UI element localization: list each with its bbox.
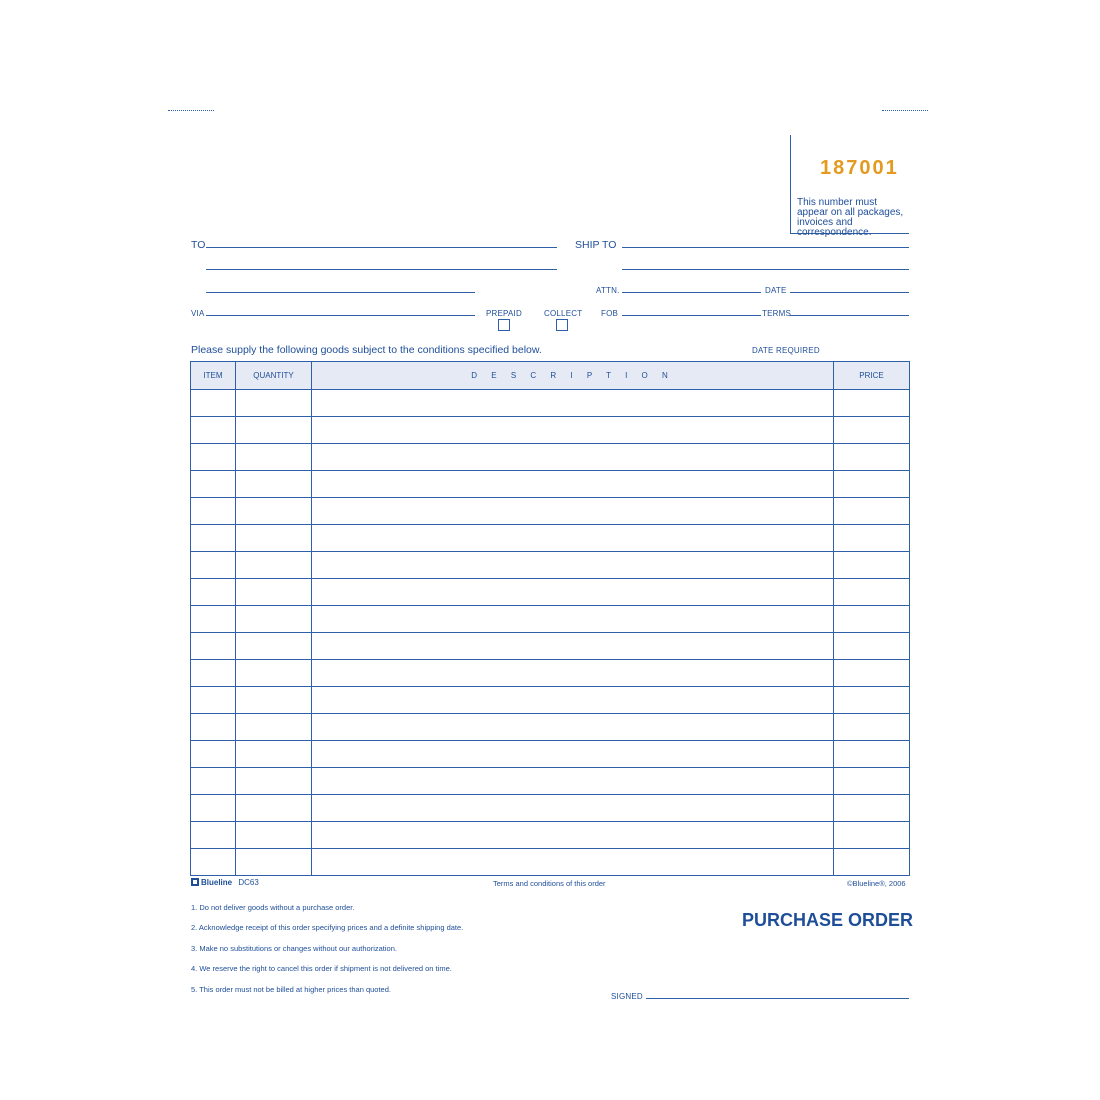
description-cell[interactable]: [312, 822, 834, 849]
table-row: [191, 552, 910, 579]
price-cell[interactable]: [834, 417, 910, 444]
price-cell[interactable]: [834, 741, 910, 768]
brand-name: Blueline: [201, 878, 233, 887]
description-cell[interactable]: [312, 741, 834, 768]
table-row: [191, 525, 910, 552]
to-label: TO: [191, 239, 206, 251]
po-number: 187001: [820, 157, 899, 179]
table-row: [191, 660, 910, 687]
fob-label: FOB: [601, 309, 619, 318]
table-row: [191, 687, 910, 714]
quantity-cell[interactable]: [236, 606, 312, 633]
description-cell[interactable]: [312, 498, 834, 525]
terms-label: TERMS: [762, 309, 791, 318]
quantity-cell[interactable]: [236, 687, 312, 714]
item-cell[interactable]: [191, 417, 236, 444]
to-line-1[interactable]: [206, 247, 557, 248]
description-cell[interactable]: [312, 606, 834, 633]
price-cell[interactable]: [834, 633, 910, 660]
quantity-cell[interactable]: [236, 741, 312, 768]
copyright: ©Blueline®, 2006: [847, 879, 906, 888]
terms-line[interactable]: [790, 315, 909, 316]
description-cell[interactable]: [312, 660, 834, 687]
form-code: DC63: [238, 878, 259, 887]
price-cell[interactable]: [834, 471, 910, 498]
item-cell[interactable]: [191, 444, 236, 471]
price-cell[interactable]: [834, 714, 910, 741]
table-row: [191, 579, 910, 606]
condition-2: 2. Acknowledge receipt of this order specifying prices and a definite shipping date.: [191, 923, 464, 932]
table-row: [191, 417, 910, 444]
table-row: [191, 768, 910, 795]
terms-heading: Terms and conditions of this order: [493, 879, 606, 888]
price-cell[interactable]: [834, 525, 910, 552]
price-cell[interactable]: [834, 849, 910, 876]
quantity-cell[interactable]: [236, 552, 312, 579]
table-row: [191, 714, 910, 741]
price-cell[interactable]: [834, 795, 910, 822]
item-cell[interactable]: [191, 687, 236, 714]
perforation-mark-left: [168, 110, 214, 111]
price-cell[interactable]: [834, 606, 910, 633]
quantity-cell[interactable]: [236, 660, 312, 687]
to-line-2[interactable]: [206, 269, 557, 270]
item-cell[interactable]: [191, 579, 236, 606]
column-header-quantity: QUANTITY: [236, 362, 312, 390]
description-cell[interactable]: [312, 849, 834, 876]
date-label: DATE: [765, 286, 787, 295]
item-cell[interactable]: [191, 768, 236, 795]
item-cell[interactable]: [191, 741, 236, 768]
quantity-cell[interactable]: [236, 390, 312, 417]
date-line[interactable]: [790, 292, 909, 293]
signature-line[interactable]: [646, 998, 909, 999]
item-cell[interactable]: [191, 822, 236, 849]
item-cell[interactable]: [191, 714, 236, 741]
price-cell[interactable]: [834, 579, 910, 606]
table-row: [191, 822, 910, 849]
price-cell[interactable]: [834, 498, 910, 525]
description-cell[interactable]: [312, 795, 834, 822]
item-cell[interactable]: [191, 633, 236, 660]
attn-label: ATTN.: [596, 286, 620, 295]
description-cell[interactable]: [312, 687, 834, 714]
description-cell[interactable]: [312, 714, 834, 741]
blueline-logo-icon: [191, 878, 199, 886]
condition-5: 5. This order must not be billed at higher prices than quoted.: [191, 985, 391, 994]
quantity-cell[interactable]: [236, 822, 312, 849]
price-cell[interactable]: [834, 687, 910, 714]
fob-line[interactable]: [622, 315, 761, 316]
table-row: [191, 633, 910, 660]
condition-3: 3. Make no substitutions or changes without our authorization.: [191, 944, 397, 953]
description-cell[interactable]: [312, 579, 834, 606]
quantity-cell[interactable]: [236, 714, 312, 741]
price-cell[interactable]: [834, 390, 910, 417]
collect-label: COLLECT: [544, 309, 583, 318]
condition-4: 4. We reserve the right to cancel this order if shipment is not delivered on time.: [191, 964, 452, 973]
description-cell[interactable]: [312, 390, 834, 417]
description-cell[interactable]: [312, 525, 834, 552]
collect-checkbox[interactable]: [556, 319, 568, 331]
quantity-cell[interactable]: [236, 444, 312, 471]
table-row: [191, 606, 910, 633]
table-row: [191, 471, 910, 498]
table-row: [191, 741, 910, 768]
table-row: [191, 444, 910, 471]
price-cell[interactable]: [834, 552, 910, 579]
form-title: PURCHASE ORDER: [742, 910, 914, 930]
po-number-note: This number must appear on all packages, invoices and correspondence.: [797, 197, 904, 238]
ship-to-line-1[interactable]: [622, 247, 909, 248]
table-row: [191, 849, 910, 876]
table-row: [191, 795, 910, 822]
ship-to-label: SHIP TO: [575, 239, 617, 251]
item-cell[interactable]: [191, 849, 236, 876]
quantity-cell[interactable]: [236, 849, 312, 876]
condition-1: 1. Do not deliver goods without a purchase order.: [191, 903, 355, 912]
table-row: [191, 498, 910, 525]
description-cell[interactable]: [312, 633, 834, 660]
price-cell[interactable]: [834, 660, 910, 687]
quantity-cell[interactable]: [236, 498, 312, 525]
price-cell[interactable]: [834, 768, 910, 795]
price-cell[interactable]: [834, 444, 910, 471]
quantity-cell[interactable]: [236, 525, 312, 552]
item-cell[interactable]: [191, 471, 236, 498]
items-table: [190, 361, 910, 876]
price-cell[interactable]: [834, 822, 910, 849]
prepaid-checkbox[interactable]: [498, 319, 510, 331]
ship-to-line-2[interactable]: [622, 269, 909, 270]
description-cell[interactable]: [312, 444, 834, 471]
date-required-label: DATE REQUIRED: [752, 346, 820, 355]
instruction-text: Please supply the following goods subject to the conditions specified below.: [191, 344, 542, 356]
item-cell[interactable]: [191, 552, 236, 579]
column-header-item: ITEM: [191, 362, 236, 390]
attn-line[interactable]: [622, 292, 761, 293]
item-cell[interactable]: [191, 390, 236, 417]
table-header-row: [191, 362, 910, 390]
table-row: [191, 390, 910, 417]
item-cell[interactable]: [191, 606, 236, 633]
item-cell[interactable]: [191, 795, 236, 822]
quantity-cell[interactable]: [236, 768, 312, 795]
quantity-cell[interactable]: [236, 795, 312, 822]
quantity-cell[interactable]: [236, 417, 312, 444]
prepaid-label: PREPAID: [486, 309, 522, 318]
via-line[interactable]: [206, 315, 475, 316]
column-header-description: D E S C R I P T I O N: [312, 362, 834, 390]
to-line-3[interactable]: [206, 292, 475, 293]
signed-label: SIGNED: [611, 992, 643, 1001]
perforation-mark-right: [882, 110, 928, 111]
quantity-cell[interactable]: [236, 633, 312, 660]
via-label: VIA: [191, 309, 205, 318]
description-cell[interactable]: [312, 552, 834, 579]
column-header-price: PRICE: [834, 362, 910, 390]
brand-logo: [191, 878, 259, 887]
description-cell[interactable]: [312, 471, 834, 498]
quantity-cell[interactable]: [236, 579, 312, 606]
item-cell[interactable]: [191, 660, 236, 687]
quantity-cell[interactable]: [236, 471, 312, 498]
description-cell[interactable]: [312, 417, 834, 444]
item-cell[interactable]: [191, 525, 236, 552]
item-cell[interactable]: [191, 498, 236, 525]
description-cell[interactable]: [312, 768, 834, 795]
